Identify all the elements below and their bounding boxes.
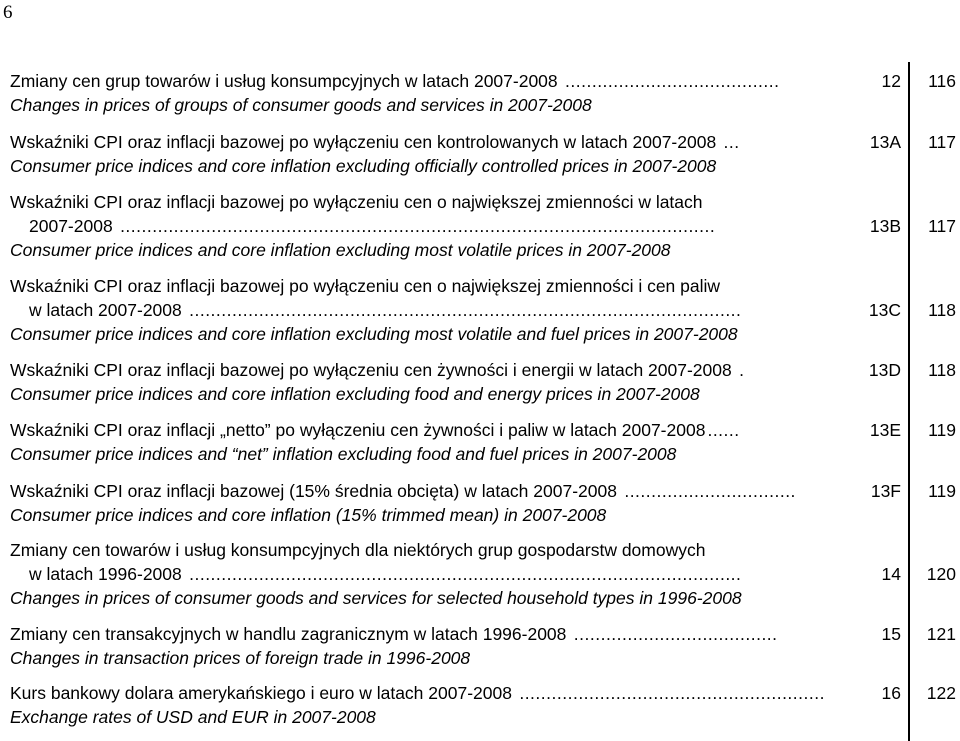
table-number: 13E xyxy=(869,420,901,440)
entry-title-pl: Zmiany cen towarów i usług konsumpcyjnych dla niektórych grup gospodarstw domowych xyxy=(10,540,706,560)
dot-leader: . xyxy=(733,360,745,380)
entry-title-pl-continued: w latach 2007-2008 ....................................................................................................... xyxy=(29,300,742,320)
entry-title-pl: Wskaźniki CPI oraz inflacji bazowej po wyłączeniu cen o największej zmienności i cen paliw xyxy=(10,276,721,296)
dot-leader: ....................................................................................................... xyxy=(183,300,742,320)
page-reference: 117 xyxy=(928,216,956,236)
dot-leader: ............................................................................................................... xyxy=(114,216,716,236)
page-reference: 119 xyxy=(928,420,956,440)
dot-leader: ......................................................... xyxy=(513,683,825,703)
entry-title-en: Consumer price indices and core inflation excluding most volatile prices in 2007-2008 xyxy=(10,240,671,260)
entry-title-en: Exchange rates of USD and EUR in 2007-2008 xyxy=(10,707,376,727)
entry-title-pl: Zmiany cen grup towarów i usług konsumpcyjnych w latach 2007-2008 ........................................ xyxy=(10,71,780,91)
entry-title-pl: Wskaźniki CPI oraz inflacji „netto” po wyłączeniu cen żywności i paliw w latach 2007-2008 ...... xyxy=(10,420,740,440)
page-number: 6 xyxy=(3,2,13,23)
entry-title-pl: Kurs bankowy dolara amerykańskiego i euro w latach 2007-2008 ......................................................... xyxy=(10,683,825,703)
dot-leader: ...................................... xyxy=(568,624,778,644)
dot-leader: ... xyxy=(718,132,740,152)
entry-title-en: Changes in transaction prices of foreign trade in 1996-2008 xyxy=(10,648,471,668)
table-number: 13C xyxy=(868,300,901,320)
entry-title-pl-continued: w latach 1996-2008 ....................................................................................................... xyxy=(29,564,742,584)
page-reference: 120 xyxy=(926,564,956,584)
entry-title-pl: Wskaźniki CPI oraz inflacji bazowej (15% średnia obcięta) w latach 2007-2008 ................................ xyxy=(10,481,796,501)
table-number: 13D xyxy=(868,360,901,380)
page-reference: 116 xyxy=(928,71,956,91)
entry-title-en: Consumer price indices and core inflation excluding most volatile and fuel prices in 2007-2008 xyxy=(10,324,738,344)
page-reference: 118 xyxy=(928,360,956,380)
entry-title-pl: Wskaźniki CPI oraz inflacji bazowej po wyłączeniu cen kontrolowanych w latach 2007-2008 ... xyxy=(10,132,740,152)
table-number: 12 xyxy=(881,71,901,91)
entry-title-en: Consumer price indices and core inflation excluding food and energy prices in 2007-2008 xyxy=(10,384,700,404)
entry-title-en: Consumer price indices and core inflation (15% trimmed mean) in 2007-2008 xyxy=(10,505,607,525)
column-divider xyxy=(908,62,910,741)
entry-title-en: Changes in prices of groups of consumer goods and services in 2007-2008 xyxy=(10,95,592,115)
page-reference: 117 xyxy=(928,132,956,152)
entry-title-pl: Zmiany cen transakcyjnych w handlu zagranicznym w latach 1996-2008 ...................................... xyxy=(10,624,778,644)
entry-title-en: Changes in prices of consumer goods and services for selected household types in 1996-2008 xyxy=(10,588,742,608)
dot-leader: ................................ xyxy=(618,481,796,501)
entry-title-en: Consumer price indices and “net” inflation excluding food and fuel prices in 2007-2008 xyxy=(10,444,677,464)
dot-leader: ....................................................................................................... xyxy=(183,564,742,584)
entry-title-en: Consumer price indices and core inflation excluding officially controlled prices in 2007-2008 xyxy=(10,156,717,176)
entry-title-pl: Wskaźniki CPI oraz inflacji bazowej po wyłączeniu cen o największej zmienności w latach xyxy=(10,192,703,212)
table-number: 14 xyxy=(881,564,901,584)
table-number: 13A xyxy=(869,132,901,152)
page-reference: 122 xyxy=(926,683,956,703)
dot-leader: ........................................ xyxy=(559,71,780,91)
dot-leader: ...... xyxy=(707,420,740,440)
table-number: 15 xyxy=(881,624,901,644)
page-reference: 118 xyxy=(928,300,956,320)
page-reference: 119 xyxy=(928,481,956,501)
table-number: 13F xyxy=(870,481,901,501)
page-reference: 121 xyxy=(926,624,956,644)
entry-title-pl-continued: 2007-2008 ............................................................................................................... xyxy=(29,216,716,236)
table-number: 13B xyxy=(869,216,901,236)
entry-title-pl: Wskaźniki CPI oraz inflacji bazowej po wyłączeniu cen żywności i energii w latach 2007-2008 . xyxy=(10,360,745,380)
table-number: 16 xyxy=(881,683,901,703)
